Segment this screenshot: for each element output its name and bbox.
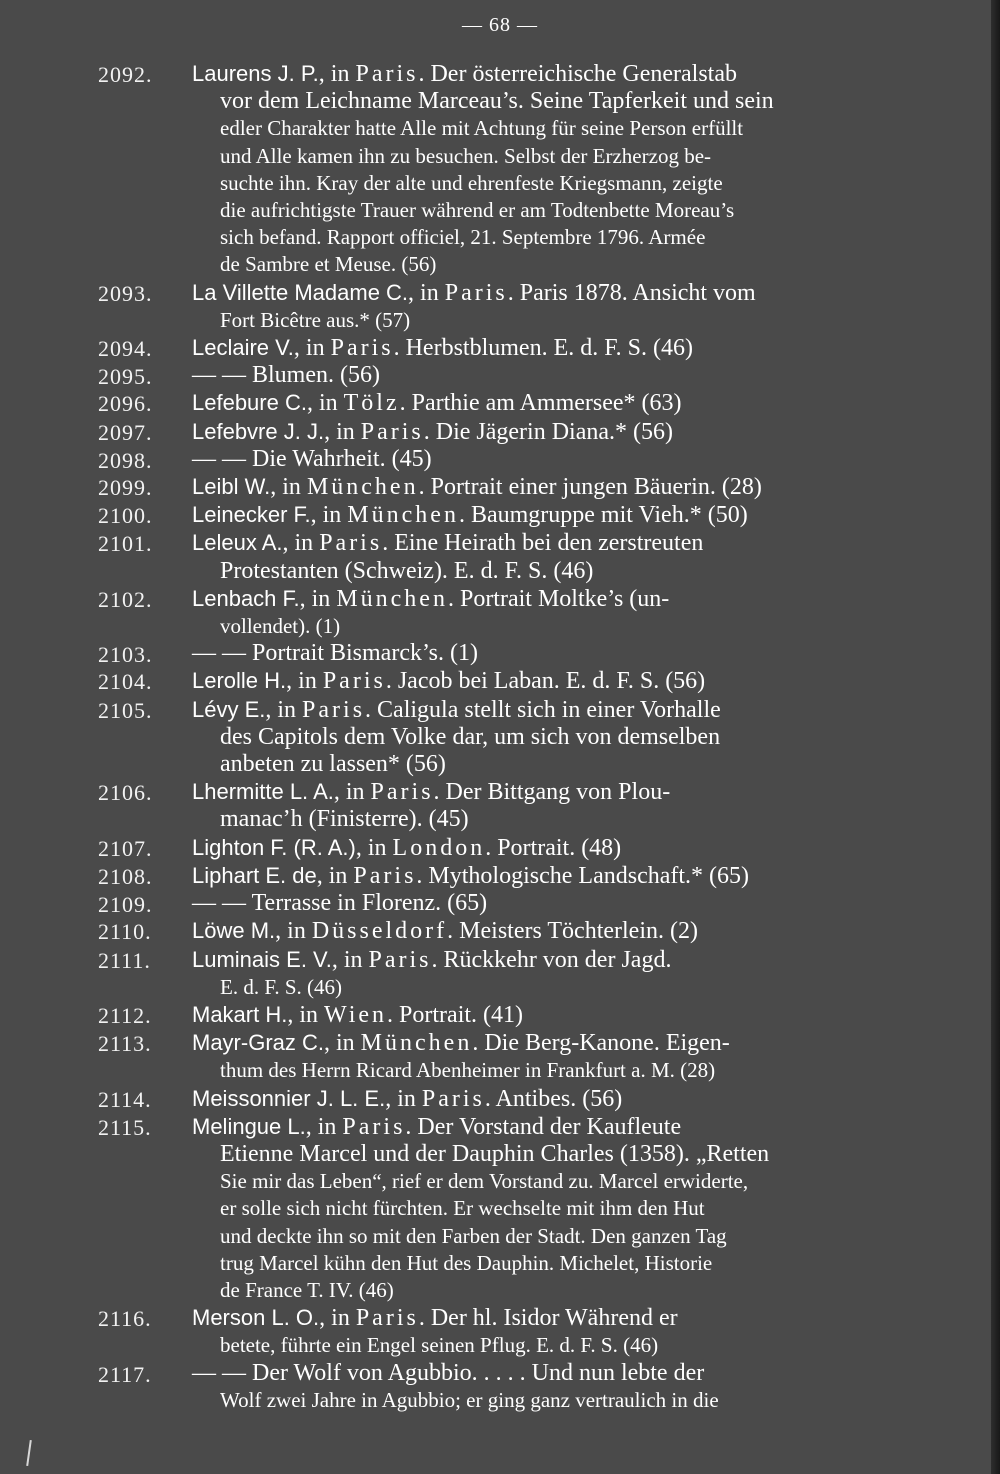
entry-line xyxy=(192,806,898,833)
entry-text: de Sambre et Meuse. (56) xyxy=(220,252,437,277)
catalogue-entry xyxy=(90,862,898,890)
entry-number: 2105. xyxy=(98,697,153,723)
entry-text: . Die Berg-Kanone. Eigen- xyxy=(472,1030,730,1057)
entry-line xyxy=(192,307,898,334)
entry-line xyxy=(192,362,898,389)
entry-text: — — Der Wolf von Agubbio. . . . . Und nun lebte der xyxy=(192,1359,705,1386)
entry-text: des Capitols dem Volke dar, um sich von demselben xyxy=(220,723,721,750)
catalogue-entry xyxy=(90,1029,898,1084)
entry-text: betete, führte ein Engel seinen Pflug. E. d. F. S. (46) xyxy=(220,1333,659,1358)
entry-line xyxy=(192,224,898,251)
entry-line xyxy=(192,751,898,778)
entry-number: 2115. xyxy=(98,1114,152,1140)
entry-line xyxy=(192,862,898,890)
entry-line xyxy=(192,667,898,695)
city-name: München xyxy=(306,474,419,501)
entry-text: vor dem Leichname Marceau’s. Seine Tapferkeit und sein xyxy=(220,88,774,115)
entry-text: Etienne Marcel und der Dauphin Charles (1358). „Retten xyxy=(220,1140,770,1167)
entry-line xyxy=(192,640,898,667)
catalogue-entry xyxy=(90,640,898,667)
catalogue-entry xyxy=(90,389,898,417)
entry-line xyxy=(192,1360,898,1387)
catalogue-entry xyxy=(90,917,898,945)
entry-text: , in xyxy=(293,335,331,362)
catalogue-entry xyxy=(90,501,898,529)
city-name: Paris xyxy=(444,279,508,306)
entry-list xyxy=(90,60,898,1414)
entry-line xyxy=(192,778,898,806)
entry-text: — — Terrasse in Florenz. (65) xyxy=(192,890,488,917)
entry-line xyxy=(192,946,898,974)
entry-line xyxy=(192,143,898,170)
artist-name: Mayr-Graz C. xyxy=(192,1030,324,1056)
catalogue-entry xyxy=(90,334,898,362)
entry-line xyxy=(192,446,898,473)
entry-text: thum des Herrn Ricard Abenheimer in Frankfurt a. M. (28) xyxy=(220,1058,716,1083)
entry-number: 2117. xyxy=(98,1361,152,1387)
entry-text: . Portrait einer jungen Bäuerin. (28) xyxy=(418,474,762,501)
entry-text: . Die Jägerin Diana.* (56) xyxy=(423,418,673,445)
entry-line xyxy=(192,115,898,142)
city-name: Düsseldorf xyxy=(311,918,448,945)
entry-text: , in xyxy=(310,502,348,529)
artist-name: Lefebvre J. J. xyxy=(192,418,325,444)
entry-line xyxy=(192,558,898,585)
entry-text: . Der österreichische Generalstab xyxy=(418,61,737,87)
entry-text: Sie mir das Leben“, rief er dem Vorstand zu. Marcel erwiderte, xyxy=(220,1169,749,1194)
entry-number: 2096. xyxy=(98,391,153,417)
artist-name: Lenbach F. xyxy=(192,585,300,611)
entry-number: 2093. xyxy=(98,280,153,306)
entry-line xyxy=(192,279,898,307)
entry-number: 2101. xyxy=(98,531,153,557)
entry-text: . Jacob bei Laban. E. d. F. S. (56) xyxy=(385,668,706,695)
catalogue-entry xyxy=(90,1113,898,1304)
catalogue-entry xyxy=(90,696,898,779)
entry-line xyxy=(192,1277,898,1304)
catalogue-entry xyxy=(90,446,898,473)
entry-line xyxy=(192,724,898,751)
entry-line xyxy=(192,1029,898,1057)
entry-text: , in xyxy=(275,918,312,945)
catalogue-entry xyxy=(90,1304,898,1359)
catalogue-entry xyxy=(90,529,898,584)
entry-text: . Antibes. (56) xyxy=(484,1085,623,1112)
margin-mark xyxy=(26,1440,32,1466)
artist-name: Lhermitte L. A. xyxy=(192,779,334,805)
entry-text: , in xyxy=(306,390,344,417)
entry-number: 2104. xyxy=(98,669,153,695)
city-name: Paris xyxy=(355,61,419,87)
entry-number: 2111. xyxy=(98,947,151,973)
entry-text: . Parthie am Ammersee* (63) xyxy=(399,390,682,417)
catalogue-entry xyxy=(90,362,898,389)
entry-text: suchte ihn. Kray der alte und ehrenfeste Kriegsmann, zeigte xyxy=(220,170,723,195)
entry-line xyxy=(192,917,898,945)
entry-number: 2112. xyxy=(98,1002,152,1028)
entry-line xyxy=(192,890,898,917)
entry-text: anbeten zu lassen* (56) xyxy=(220,751,446,778)
artist-name: Melingue L. xyxy=(192,1113,306,1139)
entry-line xyxy=(192,696,898,724)
entry-line xyxy=(192,473,898,501)
entry-line xyxy=(192,1195,898,1222)
city-name: Paris xyxy=(355,1305,419,1332)
entry-line xyxy=(192,585,898,613)
catalogue-entry xyxy=(90,279,898,334)
artist-name: Laurens J. P. xyxy=(192,61,319,86)
catalogue-entry xyxy=(90,890,898,917)
entry-line xyxy=(192,1332,898,1359)
entry-number: 2116. xyxy=(98,1306,152,1332)
entry-number: 2095. xyxy=(98,364,153,390)
entry-text: E. d. F. S. (46) xyxy=(220,974,342,999)
entry-line xyxy=(192,1304,898,1332)
entry-text: . Portrait Moltke’s (un- xyxy=(447,585,670,612)
entry-number: 2110. xyxy=(98,919,152,945)
entry-number: 2109. xyxy=(98,892,153,918)
entry-text: . Meisters Töchterlein. (2) xyxy=(447,918,698,945)
entry-text: und Alle kamen ihn zu besuchen. Selbst der Erzherzog be- xyxy=(220,143,712,168)
entry-text: , in xyxy=(408,279,445,306)
entry-text: — — Die Wahrheit. (45) xyxy=(192,445,432,472)
entry-line xyxy=(192,251,898,278)
artist-name: Liphart E. de xyxy=(192,862,317,888)
artist-name: Löwe M. xyxy=(192,918,276,944)
city-name: Paris xyxy=(421,1085,485,1112)
entry-line xyxy=(192,170,898,197)
entry-line xyxy=(192,1250,898,1277)
entry-text: , in xyxy=(287,1001,325,1028)
entry-number: 2094. xyxy=(98,336,153,362)
artist-name: Leclaire V. xyxy=(192,335,294,361)
entry-text: , in xyxy=(333,779,371,806)
catalogue-entry xyxy=(90,1085,898,1113)
city-name: Paris xyxy=(342,1113,406,1140)
city-name: Paris xyxy=(302,696,366,723)
entry-text: , in xyxy=(318,61,356,87)
entry-text: . Der Bittgang von Plou- xyxy=(433,779,671,806)
entry-text: . Herbstblumen. E. d. F. S. (46) xyxy=(393,335,693,362)
page-edge xyxy=(991,0,1000,1474)
entry-line xyxy=(192,197,898,224)
entry-number: 2092. xyxy=(98,62,153,87)
entry-text: , in xyxy=(299,585,337,612)
artist-name: Lévy E. xyxy=(192,696,266,722)
entry-line xyxy=(192,60,898,88)
entry-text: . Portrait. (48) xyxy=(485,834,622,861)
entry-line xyxy=(192,1223,898,1250)
entry-text: — — Blumen. (56) xyxy=(192,362,380,389)
entry-line xyxy=(192,974,898,1001)
catalogue-entry xyxy=(90,418,898,446)
catalogue-entry xyxy=(90,585,898,640)
entry-text: , in xyxy=(265,696,303,723)
entry-line xyxy=(192,834,898,862)
entry-line xyxy=(192,501,898,529)
entry-line xyxy=(192,334,898,362)
artist-name: Makart H. xyxy=(192,1001,288,1027)
entry-number: 2107. xyxy=(98,835,153,861)
entry-text: , in xyxy=(282,530,320,557)
entry-text: edler Charakter hatte Alle mit Achtung für seine Person erfüllt xyxy=(220,116,744,141)
entry-text: , in xyxy=(270,474,307,501)
entry-text: . Baumgruppe mit Vieh.* (50) xyxy=(458,502,748,529)
entry-text: , in xyxy=(316,862,354,889)
city-name: Tölz xyxy=(343,390,400,417)
entry-text: . Rückkehr von der Jagd. xyxy=(431,946,672,973)
city-name: München xyxy=(336,585,448,612)
entry-text: . Paris 1878. Ansicht vom xyxy=(507,279,756,306)
entry-line xyxy=(192,1387,898,1414)
city-name: Paris xyxy=(368,946,432,973)
entry-text: manac’h (Finisterre). (45) xyxy=(220,806,469,833)
artist-name: Lerolle H. xyxy=(192,668,287,694)
entry-text: , in xyxy=(286,668,323,695)
entry-text: . Der Vorstand der Kaufleute xyxy=(405,1113,682,1140)
entry-text: . Caligula stellt sich in einer Vorhalle xyxy=(365,696,721,723)
city-name: Paris xyxy=(360,418,424,445)
entry-number: 2102. xyxy=(98,586,153,612)
entry-text: — — Portrait Bismarck’s. (1) xyxy=(192,640,478,667)
catalogue-entry xyxy=(90,1001,898,1029)
catalogue-entry xyxy=(90,778,898,833)
entry-text: . Portrait. (41) xyxy=(387,1001,524,1028)
entry-number: 2100. xyxy=(98,503,153,529)
entry-text: Protestanten (Schweiz). E. d. F. S. (46) xyxy=(220,557,594,584)
entry-line xyxy=(192,613,898,640)
catalogue-entry xyxy=(90,1360,898,1414)
entry-number: 2106. xyxy=(98,780,153,806)
entry-text: , in xyxy=(319,1305,356,1332)
entry-text: , in xyxy=(331,946,369,973)
entry-number: 2113. xyxy=(98,1031,152,1057)
entry-text: er solle sich nicht fürchten. Er wechselte mit ihm den Hut xyxy=(220,1196,705,1221)
page-number: — 68 — xyxy=(462,14,538,36)
artist-name: Merson L. O. xyxy=(192,1305,320,1331)
entry-text: , in xyxy=(305,1113,343,1140)
entry-text: Fort Bicêtre aus.* (57) xyxy=(220,307,411,332)
entry-text: . Mythologische Landschaft.* (65) xyxy=(416,862,750,889)
entry-text: , in xyxy=(324,418,361,445)
artist-name: Leinecker F. xyxy=(192,502,311,528)
entry-number: 2099. xyxy=(98,475,153,501)
catalogue-entry xyxy=(90,946,898,1001)
entry-text: vollendet). (1) xyxy=(220,614,341,639)
catalogue-entry xyxy=(90,473,898,501)
artist-name: Leibl W. xyxy=(192,474,271,500)
catalogue-entry xyxy=(90,60,898,279)
entry-line xyxy=(192,1057,898,1084)
entry-number: 2108. xyxy=(98,863,153,889)
entry-number: 2103. xyxy=(98,642,153,668)
city-name: München xyxy=(347,502,459,529)
entry-text: , in xyxy=(324,1030,361,1057)
entry-line xyxy=(192,1168,898,1195)
city-name: Paris xyxy=(353,862,417,889)
city-name: Paris xyxy=(330,335,394,362)
entry-text: die aufrichtigste Trauer während er am Todtenbette Moreau’s xyxy=(220,198,735,223)
entry-text: de France T. IV. (46) xyxy=(220,1277,394,1302)
entry-text: trug Marcel kühn den Hut des Dauphin. Michelet, Historie xyxy=(220,1250,713,1275)
entry-line xyxy=(192,1113,898,1141)
entry-text: . Eine Heirath bei den zerstreuten xyxy=(382,530,704,557)
entry-number: 2114. xyxy=(98,1086,152,1112)
catalogue-entry xyxy=(90,834,898,862)
artist-name: Lefebure C. xyxy=(192,390,307,416)
entry-text: Wolf zwei Jahre in Agubbio; er ging ganz vertraulich in die xyxy=(220,1387,719,1412)
city-name: Paris xyxy=(319,530,383,557)
entry-line xyxy=(192,1085,898,1113)
artist-name: La Villette Madame C. xyxy=(192,279,409,305)
entry-text: . Der hl. Isidor Während er xyxy=(418,1305,678,1332)
entry-text: , in xyxy=(385,1085,422,1112)
artist-name: Luminais E. V. xyxy=(192,946,332,972)
catalogue-entry xyxy=(90,667,898,695)
entry-line xyxy=(192,88,898,115)
city-name: London xyxy=(392,834,486,861)
artist-name: Meissonnier J. L. E. xyxy=(192,1085,386,1111)
entry-text: , in xyxy=(355,834,393,861)
entry-text: und deckte ihn so mit den Farben der Stadt. Den ganzen Tag xyxy=(220,1223,727,1248)
city-name: Wien xyxy=(324,1001,388,1028)
entry-number: 2097. xyxy=(98,419,153,445)
city-name: Paris xyxy=(370,779,434,806)
entry-line xyxy=(192,1001,898,1029)
entry-line xyxy=(192,418,898,446)
artist-name: Lighton F. (R. A.) xyxy=(192,834,356,860)
entry-line xyxy=(192,529,898,557)
artist-name: Leleux A. xyxy=(192,530,283,556)
city-name: München xyxy=(360,1030,473,1057)
entry-line xyxy=(192,1141,898,1168)
entry-number: 2098. xyxy=(98,447,153,473)
city-name: Paris xyxy=(322,668,386,695)
entry-line xyxy=(192,389,898,417)
entry-text: sich befand. Rapport officiel, 21. Septembre 1796. Armée xyxy=(220,225,706,250)
